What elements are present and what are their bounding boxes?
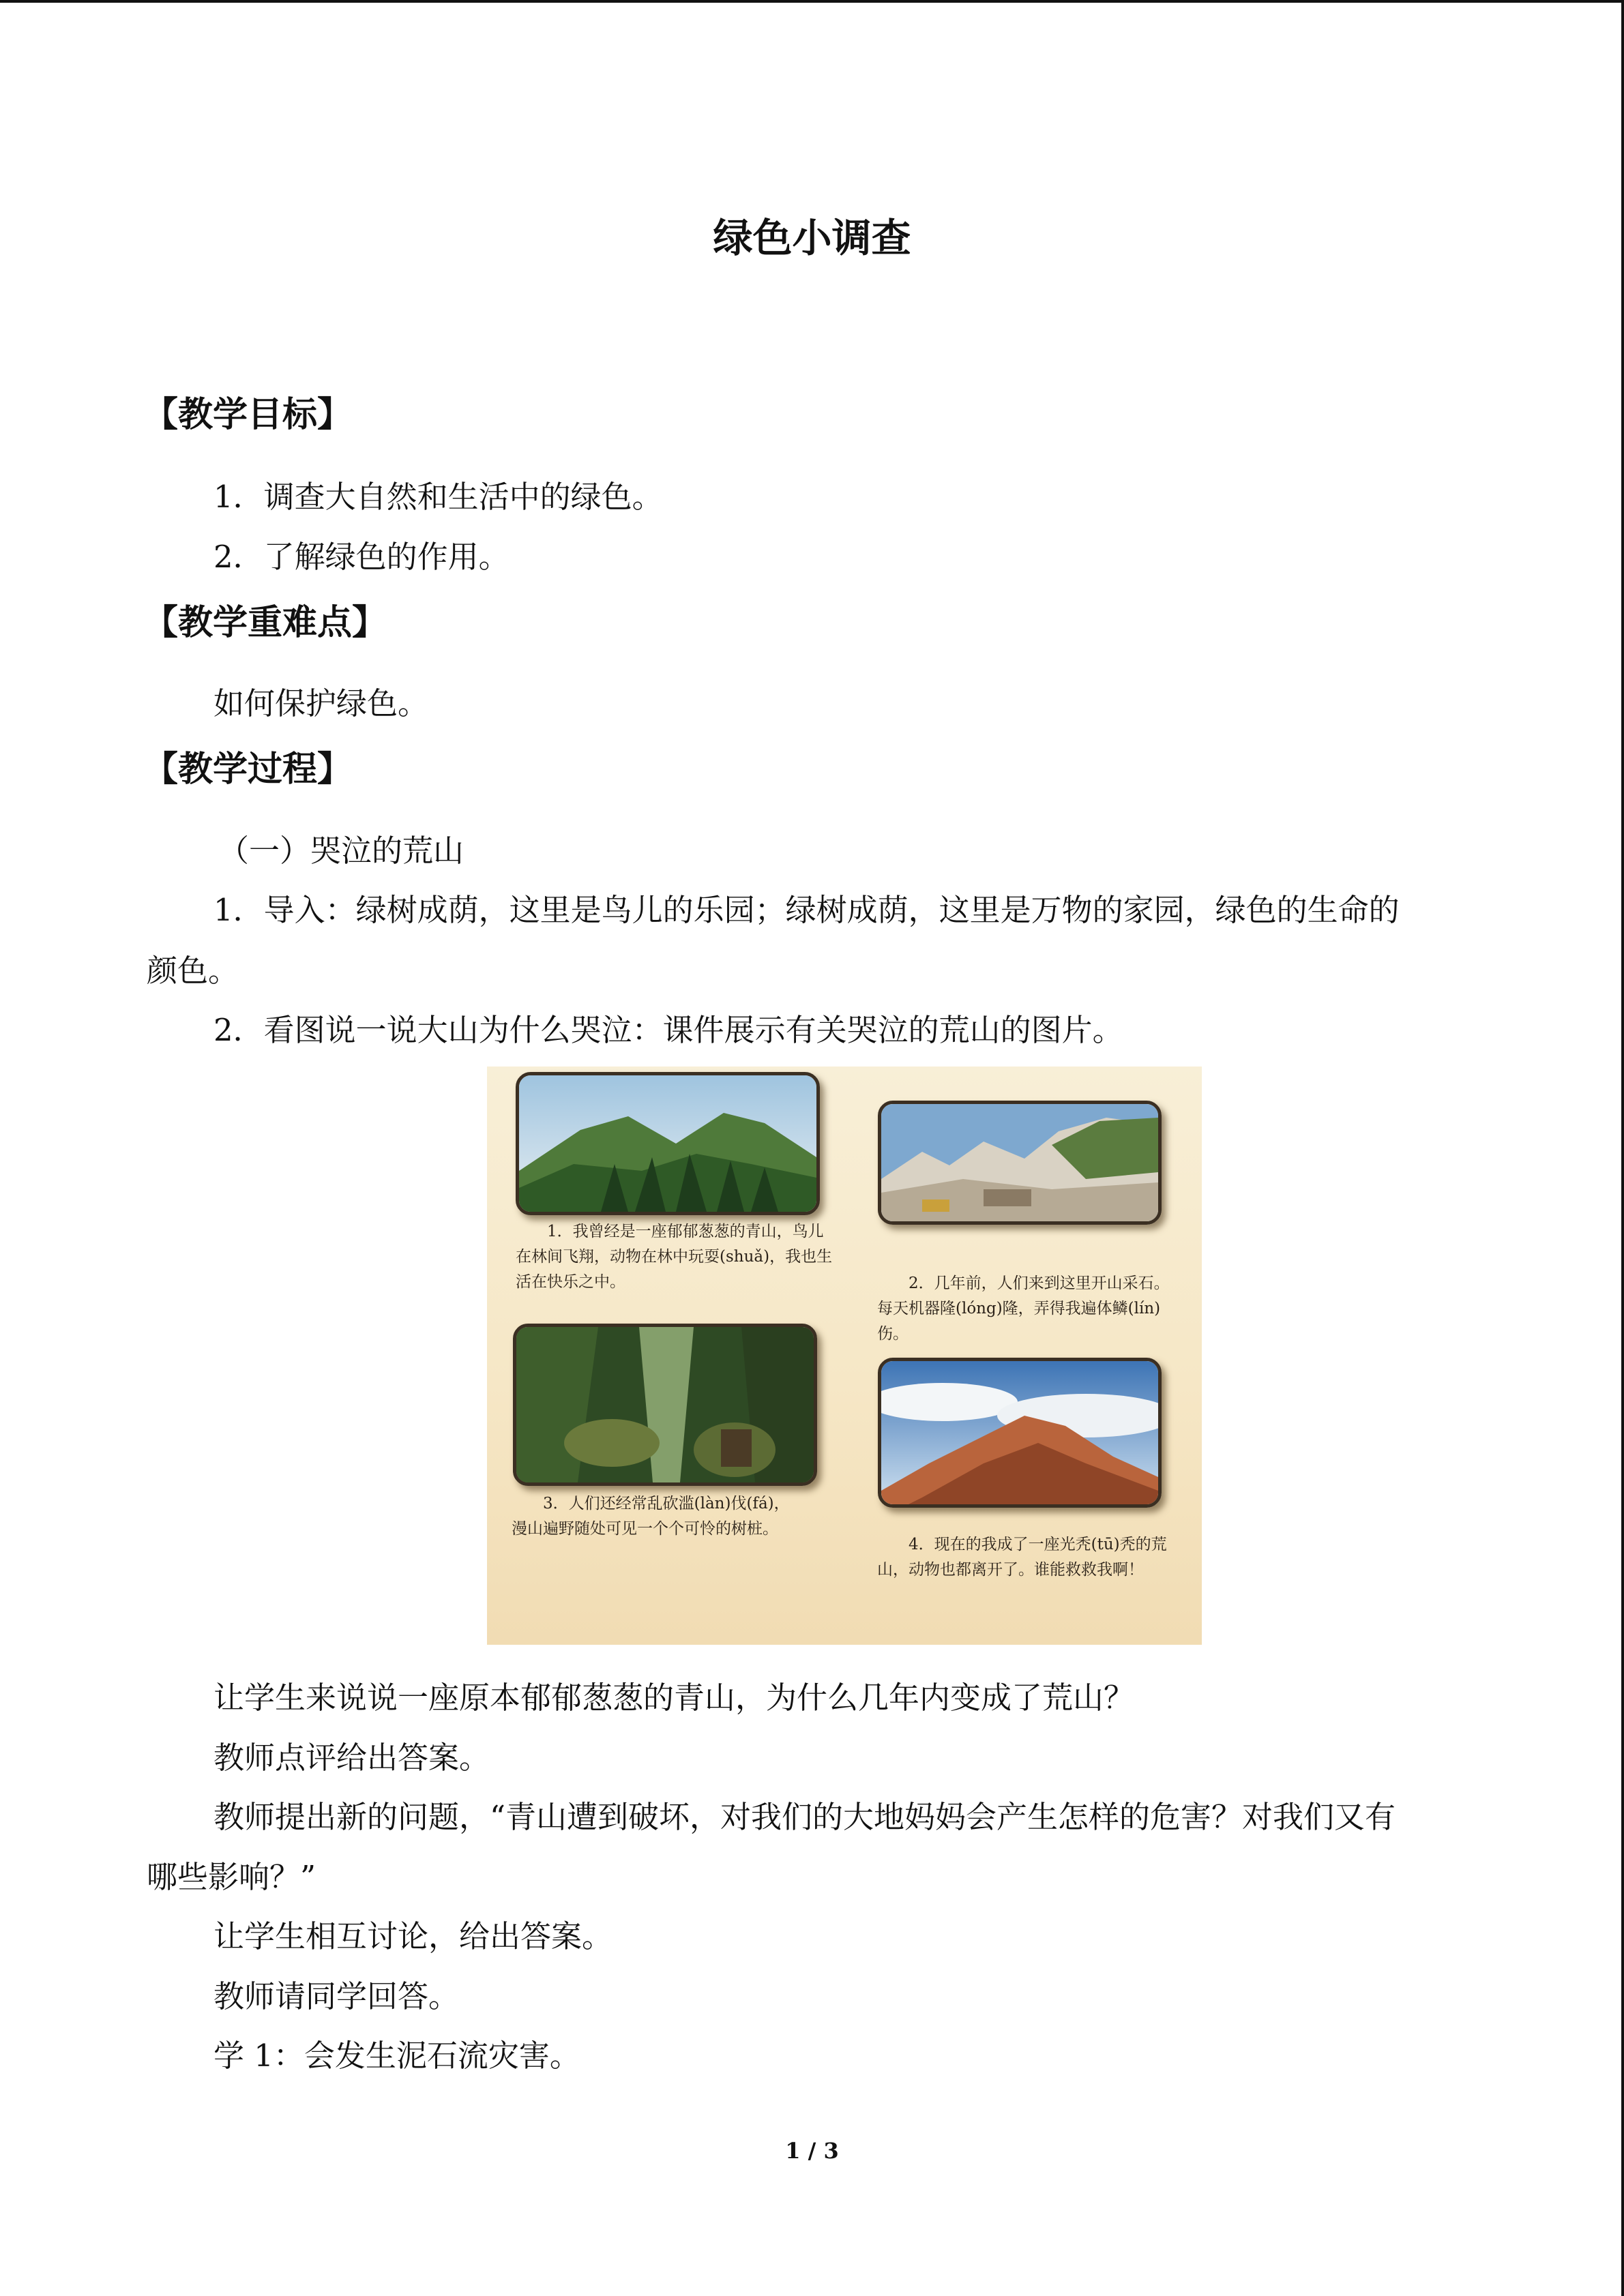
process-paragraph-3-line-2: 哪些影响？” <box>147 1859 316 1895</box>
section-heading-process: 【教学过程】 <box>143 749 353 790</box>
page-title: 绿色小调查 <box>713 215 911 261</box>
process-step-2: 2．看图说一说大山为什么哭泣：课件展示有关哭泣的荒山的图片。 <box>213 1012 1123 1048</box>
page-number: 1 / 3 <box>785 2138 839 2164</box>
caption-photo-2: 2．几年前，人们来到这里开山采石。每天机器隆(lóng)隆，弄得我遍体鳞(lín)伤。 <box>877 1274 1170 1343</box>
section-heading-goals: 【教学目标】 <box>143 395 353 435</box>
process-paragraph-3-line-1: 教师提出新的问题，“青山遭到破坏，对我们的大地妈妈会产生怎样的危害？对我们又有 <box>213 1799 1396 1835</box>
process-paragraph-2: 教师点评给出答案。 <box>213 1740 490 1776</box>
goal-item-2: 2．了解绿色的作用。 <box>213 539 510 575</box>
key-points-text: 如何保护绿色。 <box>213 685 429 721</box>
process-paragraph-5: 教师请同学回答。 <box>213 1978 460 2014</box>
photo-bare-mountain <box>878 1358 1162 1508</box>
process-paragraph-6: 学 1：会发生泥石流灾害。 <box>213 2038 580 2074</box>
process-paragraph-1: 让学生来说说一座原本郁郁葱葱的青山，为什么几年内变成了荒山？ <box>213 1680 1135 1716</box>
caption-photo-3: 3．人们还经常乱砍滥(làn)伐(fá)，漫山遍野随处可见一个个可怜的树桩。 <box>512 1495 790 1538</box>
photo-green-mountain <box>516 1072 820 1215</box>
caption-photo-4: 4．现在的我成了一座光秃(tū)秃的荒山，动物也都离开了。谁能救救我啊！ <box>877 1536 1167 1579</box>
process-part-1: （一）哭泣的荒山 <box>218 833 464 869</box>
goal-item-1: 1．调查大自然和生活中的绿色。 <box>213 479 663 515</box>
photo-quarry <box>878 1101 1162 1225</box>
process-step-1-line-2: 颜色。 <box>147 953 239 989</box>
process-paragraph-4: 让学生相互讨论，给出答案。 <box>213 1918 613 1954</box>
section-heading-key-points: 【教学重难点】 <box>143 603 387 643</box>
photo-forest-stumps <box>513 1324 817 1486</box>
textbook-illustration <box>487 1067 1202 1645</box>
caption-photo-1: 1．我曾经是一座郁郁葱葱的青山，鸟儿在林间飞翔，动物在林中玩耍(shuǎ)，我也生活在快乐之中。 <box>516 1223 833 1291</box>
process-step-1-line-1: 1．导入：绿树成荫，这里是鸟儿的乐园；绿树成荫，这里是万物的家园，绿色的生命的 <box>213 892 1400 928</box>
